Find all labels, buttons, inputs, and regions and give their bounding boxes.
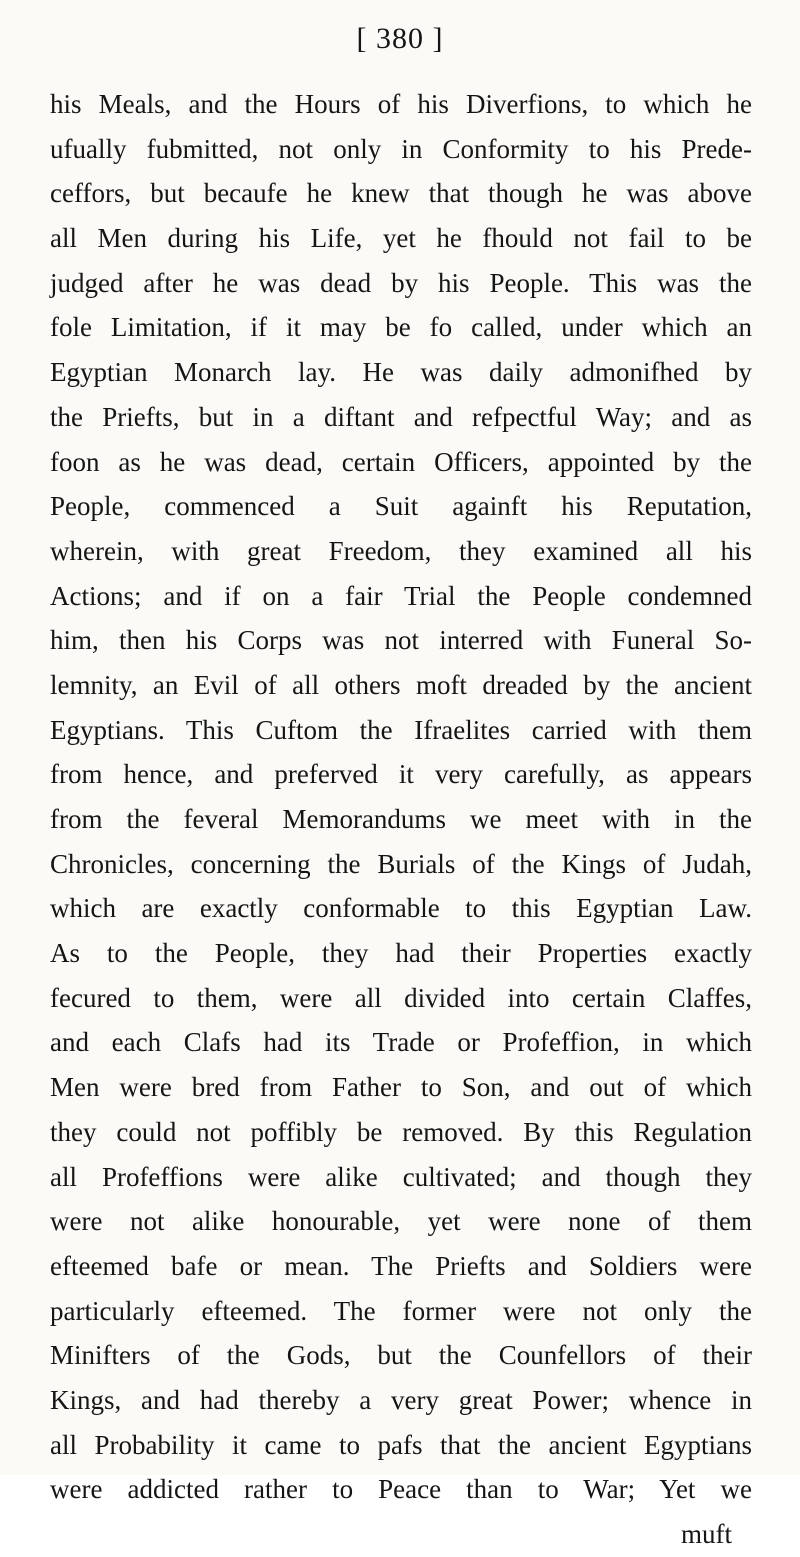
text-line: Actions; and if on a fair Trial the People condemned	[50, 580, 752, 611]
body-text	[50, 82, 752, 1557]
text-line: were not alike honourable, yet were none of them	[50, 1206, 752, 1237]
text-line: lemnity, an Evil of all others moft dreaded by the ancient	[50, 669, 752, 700]
text-line: Chronicles, concerning the Burials of the Kings of Judah,	[50, 848, 752, 879]
text-line: they could not poffibly be removed. By this Regulation	[50, 1116, 752, 1147]
text-line: Men were bred from Father to Son, and out of which	[50, 1072, 752, 1103]
text-line: and each Clafs had its Trade or Profeffion, in which	[50, 1027, 752, 1058]
text-line: all Probability it came to pafs that the ancient Egyptians	[50, 1429, 752, 1460]
text-line: all Profeffions were alike cultivated; and though they	[50, 1161, 752, 1192]
page-number: [ 380 ]	[356, 22, 444, 55]
text-line: Kings, and had thereby a very great Power; whence in	[50, 1384, 752, 1415]
text-line: were addicted rather to Peace than to War; Yet we	[50, 1474, 752, 1505]
text-line: Egyptian Monarch lay. He was daily admonifhed by	[50, 357, 752, 388]
text-line: Egyptians. This Cuftom the Ifraelites carried with them	[50, 714, 752, 745]
text-line: from hence, and preferved it very carefully, as appears	[50, 759, 752, 790]
text-line: ceffors, but becaufe he knew that though he was above	[50, 178, 752, 209]
text-line: him, then his Corps was not interred with Funeral So-	[50, 625, 752, 656]
text-line: ufually fubmitted, not only in Conformity to his Prede-	[50, 133, 752, 164]
catchword: muft	[681, 1519, 732, 1549]
text-line: fole Limitation, if it may be fo called, under which an	[50, 312, 752, 343]
text-line: wherein, with great Freedom, they examined all his	[50, 535, 752, 566]
text-line: fecured to them, were all divided into certain Claffes,	[50, 982, 752, 1013]
text-line: People, commenced a Suit againft his Reputation,	[50, 491, 752, 522]
text-line: all Men during his Life, yet he fhould not fail to be	[50, 223, 752, 254]
text-line: efteemed bafe or mean. The Priefts and Soldiers were	[50, 1250, 752, 1281]
text-line: judged after he was dead by his People. This was the	[50, 267, 752, 298]
text-line: his Meals, and the Hours of his Diverfions, to which he	[50, 89, 752, 119]
text-line: As to the People, they had their Properties exactly	[50, 938, 752, 969]
text-line: Minifters of the Gods, but the Counfellors of their	[50, 1340, 752, 1371]
text-line: foon as he was dead, certain Officers, appointed by the	[50, 446, 752, 477]
text-line: the Priefts, but in a diftant and refpectful Way; and as	[50, 401, 752, 432]
text-line: which are exactly conformable to this Egyptian Law.	[50, 893, 752, 924]
text-line: from the feveral Memorandums we meet with in the	[50, 804, 752, 834]
text-line: particularly efteemed. The former were not only the	[50, 1295, 752, 1326]
